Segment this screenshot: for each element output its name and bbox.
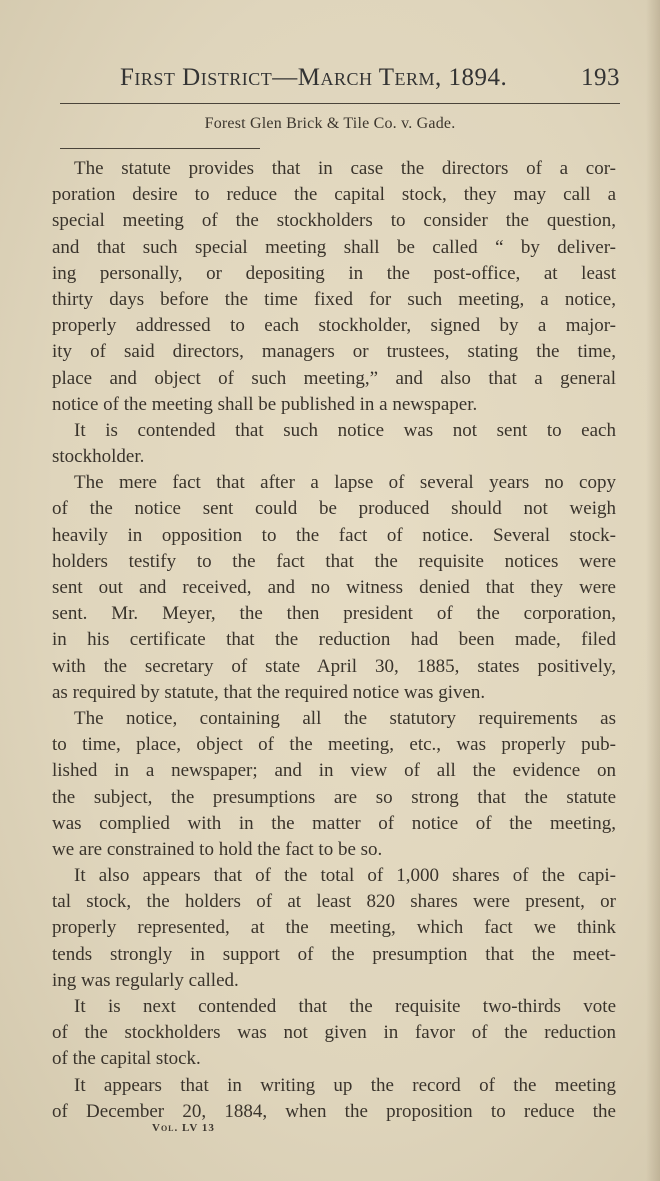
text-line: tal stock, the holders of at least 820 shares were present, or <box>52 891 616 913</box>
text-line: notice of the meeting shall be published in a newspaper. <box>52 393 478 415</box>
text-line: of the notice sent could be produced should not weigh <box>52 498 616 520</box>
text-line: of December 20, 1884, when the proposition to reduce the <box>52 1100 616 1122</box>
text-line: with the secretary of state April 30, 1885, states positively, <box>52 655 616 677</box>
text-line: holders testify to the fact that the requisite notices were <box>52 550 616 572</box>
text-line: The mere fact that after a lapse of several years no copy <box>74 472 616 494</box>
text-line: It is next contended that the requisite two-thirds vote <box>74 996 616 1017</box>
text-line: sent out and received, and no witness denied that they were <box>52 577 616 598</box>
text-line: we are constrained to hold the fact to be so. <box>52 838 383 860</box>
page-edge-shadow <box>646 0 660 1181</box>
page-number: 193 <box>581 64 620 91</box>
text-line: of the capital stock. <box>52 1048 201 1070</box>
text-line: ing personally, or depositing in the post-office, at least <box>52 262 616 284</box>
text-line: properly addressed to each stockholder, signed by a major- <box>52 315 616 337</box>
text-line: stockholder. <box>52 446 145 468</box>
text-line: to time, place, object of the meeting, etc., was properly pub- <box>52 734 616 756</box>
text-line: ity of said directors, managers or trustees, stating the time, <box>52 341 616 363</box>
text-line: in his certificate that the reduction had been made, filed <box>52 629 616 651</box>
case-title-rule <box>60 148 260 149</box>
paragraph <box>52 863 616 994</box>
text-line: special meeting of the stockholders to consider the question, <box>52 210 616 232</box>
text-line: poration desire to reduce the capital stock, they may call a <box>52 184 616 206</box>
text-line: The notice, containing all the statutory requirements as <box>74 707 616 729</box>
signature-mark: Vol. LV 13 <box>152 1122 215 1134</box>
text-line: as required by statute, that the required notice was given. <box>52 681 486 703</box>
paragraph <box>52 418 616 470</box>
running-head <box>120 64 620 98</box>
case-title: Forest Glen Brick & Tile Co. v. Gade. <box>204 115 456 132</box>
text-line: ing was regularly called. <box>52 969 239 991</box>
paragraph <box>52 156 616 418</box>
paragraph <box>52 994 616 1073</box>
paragraph <box>52 706 616 863</box>
running-title: First District—March Term, 1894. <box>120 64 508 91</box>
text-line: was complied with in the matter of notice of the meeting, <box>52 812 616 834</box>
paragraph <box>52 1073 616 1125</box>
text-line: tends strongly in support of the presumption that the meet- <box>52 943 616 965</box>
text-line: The statute provides that in case the directors of a cor- <box>74 158 616 179</box>
text-line: lished in a newspaper; and in view of all the evidence on <box>52 760 616 782</box>
opinion-text <box>52 156 616 1125</box>
text-line: It also appears that of the total of 1,000 shares of the capi- <box>74 865 616 887</box>
text-line: thirty days before the time fixed for such meeting, a notice, <box>52 288 616 310</box>
text-line: It is contended that such notice was not sent to each <box>74 419 616 441</box>
text-line: place and object of such meeting,” and also that a general <box>52 367 616 389</box>
header-rule <box>60 103 620 104</box>
text-line: and that such special meeting shall be called “ by deliver- <box>52 236 616 258</box>
text-line: of the stockholders was not given in favor of the reduction <box>52 1022 616 1044</box>
text-line: It appears that in writing up the record of the meeting <box>74 1074 616 1096</box>
text-line: the subject, the presumptions are so strong that the statute <box>52 786 616 808</box>
text-line: properly represented, at the meeting, which fact we think <box>52 917 616 939</box>
text-line: sent. Mr. Meyer, the then president of the corporation, <box>52 603 616 625</box>
text-line: heavily in opposition to the fact of notice. Several stock- <box>52 524 616 546</box>
paragraph <box>52 470 616 706</box>
